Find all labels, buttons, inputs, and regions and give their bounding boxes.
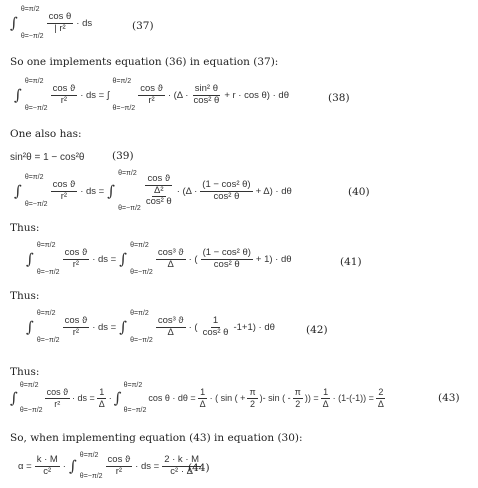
equation-number: (38) — [328, 92, 350, 104]
equation-number: (37) — [132, 20, 154, 32]
equation-44: α = $\frac{k \cdot M}{\text{c²}}$ · ∫ θ=π/2 θ=−π/2 cos ϑ r² · ds = $\frac{2 \cdot k \cdot M}{\text{c² · Δ}}$ — [18, 452, 200, 480]
equation-43: ∫ θ=π/2 θ=−π/2 cos ϑ r² · ds = $\frac{1}{\Delta}$ · ∫ θ=π/2 θ=−π/2 cos θ · dθ = $\frac{1}{\Delta}$ · ( sin ( + $\frac{\pi}{2}$ )- sin ( - π 2 )) = $\frac{1}{\Delta}$ · (1-(-1)) = $\frac{2}{\Delta}$ — [10, 382, 384, 414]
fraction: cos θ | r² — [48, 10, 72, 34]
paragraph: Thus: — [10, 222, 40, 234]
paragraph: Thus: — [10, 290, 40, 302]
paragraph: So one implements equation (36) in equation (37): — [10, 56, 279, 68]
paragraph: Thus: — [10, 366, 40, 378]
paragraph: One also has: — [10, 128, 82, 140]
equation-number: (40) — [348, 186, 370, 198]
equation-42: ∫ θ=π/2 θ=−π/2 cos ϑ r² · ds = ∫ θ=π/2 θ=−π/2 cos³ ϑ Δ · ( 1 cos² θ -1+1) · dθ — [26, 310, 275, 344]
equation-number: (43) — [438, 392, 460, 404]
equation-number: (39) — [112, 150, 134, 162]
equation-39: sin²θ = 1 − cos²θ — [10, 152, 85, 163]
equation-number: (41) — [340, 256, 362, 268]
equation-37: ∫ θ=π/2 θ=−π/2 cos θ | r² · ds — [10, 6, 93, 40]
equation-40: ∫ θ=π/2 θ=−π/2 cos ϑ r² · ds = ∫ θ=π/2 θ=−π/2 cos ϑ Δ² cos² θ · (Δ · (1 − cos² θ) cos² θ + Δ) · dθ — [14, 170, 292, 212]
equation-38: ∫ θ=π/2 θ=−π/2 cos ϑ r² · ds = ∫ θ=π/2 θ=−π/2 cos ϑ r² · (Δ · sin² θ cos² θ + r · cos θ) · dθ — [14, 78, 289, 112]
equation-41: ∫ θ=π/2 θ=−π/2 cos ϑ r² · ds = ∫ θ=π/2 θ=−π/2 cos³ ϑ Δ · ( (1 − cos² θ) cos² θ + 1) · dθ — [26, 242, 292, 276]
lower-limit: θ=−π/2 — [20, 33, 44, 40]
equation-number: (44) — [188, 462, 210, 474]
upper-limit: θ=π/2 — [20, 6, 40, 13]
paragraph: So, when implementing equation (43) in equation (30): — [10, 432, 303, 444]
equation-number: (42) — [306, 324, 328, 336]
integral-sign: ∫ — [10, 13, 18, 32]
